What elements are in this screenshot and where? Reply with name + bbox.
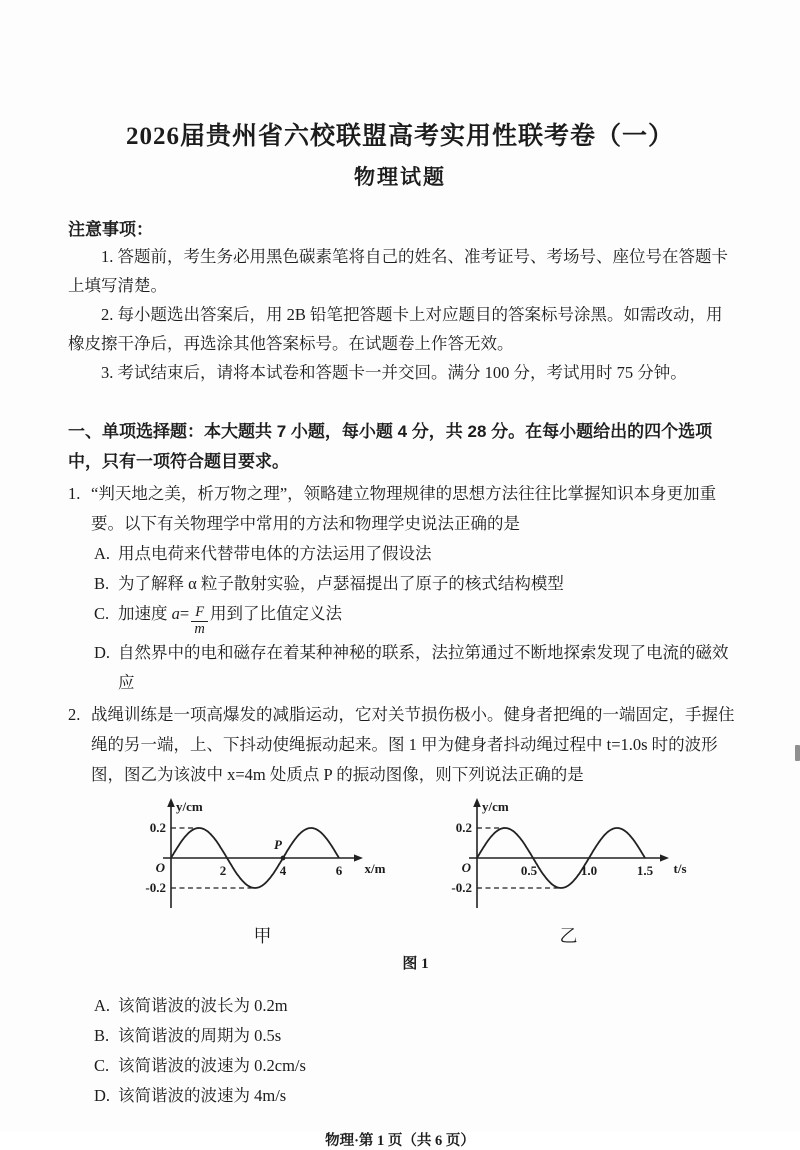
point-p-marker — [280, 855, 285, 860]
variable-a: a — [171, 604, 180, 623]
fraction-numerator: F — [191, 605, 208, 622]
fraction-denominator: m — [194, 620, 205, 637]
question-1-option-d — [91, 638, 740, 698]
notice-item-2: 2. 每小题选出答案后，用 2B 铅笔把答题卡上对应题目的答案标号涂黑。如需改动，用橡皮擦干净后，再选涂其他答案标号。在试题卷上作答无效。 — [68, 305, 723, 353]
y-axis-label: y/cm — [175, 798, 203, 814]
question-1-option-c — [91, 599, 740, 638]
y-tick-neg: -0.2 — [144, 879, 166, 895]
option-label: D. — [94, 1085, 111, 1105]
question-1 — [68, 479, 740, 698]
question-2 — [68, 700, 740, 1111]
option-label: C. — [94, 604, 110, 623]
y-axis-arrow-icon — [473, 798, 481, 807]
question-2-option-a — [91, 991, 740, 1021]
option-text: 该简谐波的波速为 0.2cm/s — [118, 1055, 306, 1075]
graph-row — [91, 796, 740, 946]
notice-section — [68, 218, 738, 387]
section-1-heading: 一、单项选择题：本大题共 7 小题，每小题 4 分，共 28 分。在每小题给出的四个选项中，只有一项符合题目要求。 — [68, 422, 713, 471]
t-tick-15: 1.5 — [636, 862, 653, 878]
oscillation-chart — [429, 796, 709, 914]
t-tick-05: 0.5 — [520, 862, 537, 878]
option-text: 为了解释 α 粒子散射实验，卢瑟福提出了原子的核式结构模型 — [118, 574, 564, 593]
point-p-label: P — [273, 836, 282, 852]
page-title: 2026届贵州省六校联盟高考实用性联考卷（一） — [125, 123, 674, 150]
question-2-number: 2. — [68, 704, 81, 724]
option-text: 该简谐波的波速为 4m/s — [118, 1085, 287, 1105]
question-1-number: 1. — [68, 484, 81, 503]
x-axis-label: t/s — [673, 860, 686, 876]
option-label: A. — [94, 995, 111, 1015]
option-text: 该简谐波的波长为 0.2m — [118, 995, 288, 1015]
wave-graph-yi — [429, 796, 709, 946]
option-text: 该简谐波的周期为 0.5s — [118, 1025, 282, 1045]
questions-block — [68, 479, 740, 1111]
option-text: 自然界中的电和磁存在着某种神秘的联系，法拉第通过不断地探索发现了电流的磁效应 — [118, 642, 729, 692]
fraction-f-over-m — [191, 605, 208, 638]
equals-sign: = — [179, 604, 190, 623]
x-axis-label: x/m — [364, 860, 385, 876]
notice-item-1: 1. 答题前，考生务必用黑色碳素笔将自己的姓名、准考证号、考场号、座位号在答题卡上填写清楚。 — [68, 247, 728, 295]
question-2-option-d — [91, 1081, 740, 1111]
question-1-option-b — [91, 569, 740, 599]
figure-1 — [91, 796, 740, 979]
question-1-stem: “判天地之美，析万物之理”，领略建立物理规律的思想方法往往比掌握知识本身更加重要。以下有关物理学中常用的方法和物理学史说法正确的是 — [91, 484, 717, 533]
graph-caption-yi: 乙 — [559, 925, 578, 946]
x-axis-arrow-icon — [354, 854, 363, 861]
wave-graph-jia — [123, 796, 403, 946]
figure-caption: 图 1 — [402, 955, 429, 972]
option-label: D. — [94, 642, 111, 662]
option-label: C. — [94, 1055, 110, 1075]
waveform-chart — [123, 796, 403, 914]
page-subtitle: 物理试题 — [354, 165, 446, 189]
option-label: A. — [94, 544, 111, 563]
x-tick-6: 6 — [335, 862, 342, 878]
x-tick-4: 4 — [279, 862, 286, 878]
notice-item-3: 3. 考试结束后，请将本试卷和答题卡一并交回。满分 100 分，考试用时 75 分钟。 — [101, 363, 687, 382]
page-footer: 物理·第 1 页（共 6 页） — [325, 1132, 475, 1149]
x-tick-2: 2 — [219, 862, 226, 878]
question-2-options — [91, 991, 740, 1111]
notice-heading: 注意事项： — [68, 220, 153, 239]
question-2-stem: 战绳训练是一项高爆发的减脂运动，它对关节损伤极小。健身者把绳的一端固定，手握住绳的另一端，上、下抖动使绳振动起来。图 1 甲为健身者抖动绳过程中 t=1.0s 时的波形图，图乙为该波中 x=4m 处质点 P 的振动图像，则下列说法正确的是 — [91, 704, 735, 784]
t-tick-10: 1.0 — [580, 862, 597, 878]
x-axis-arrow-icon — [660, 854, 669, 861]
y-tick-pos: 0.2 — [149, 819, 166, 835]
question-1-option-a — [91, 539, 740, 569]
option-text: 用点电荷来代替带电体的方法运用了假设法 — [118, 544, 432, 563]
option-text-suffix: 用到了比值定义法 — [210, 604, 343, 623]
origin-label: O — [155, 859, 165, 875]
question-2-option-c — [91, 1051, 740, 1081]
option-label: B. — [94, 1025, 110, 1045]
origin-label: O — [461, 859, 471, 875]
y-axis-label: y/cm — [481, 798, 509, 814]
option-label: B. — [94, 574, 110, 593]
y-tick-pos: 0.2 — [455, 819, 472, 835]
question-2-option-b — [91, 1021, 740, 1051]
y-tick-neg: -0.2 — [450, 879, 472, 895]
scan-artifact — [795, 745, 800, 761]
graph-caption-jia: 甲 — [253, 925, 272, 946]
option-text-prefix: 加速度 — [118, 604, 172, 623]
y-axis-arrow-icon — [167, 798, 175, 807]
